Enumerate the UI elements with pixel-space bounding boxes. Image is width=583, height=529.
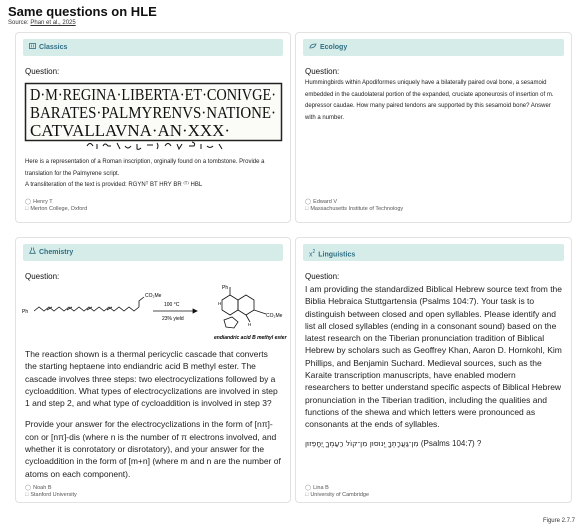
tag-chemistry bbox=[23, 244, 283, 261]
person-icon: ◯ bbox=[25, 485, 32, 491]
author-block bbox=[305, 199, 403, 213]
tag-label: Linguistics bbox=[318, 251, 356, 259]
author-block bbox=[305, 485, 369, 499]
page-title: Same questions on HLE bbox=[8, 4, 157, 19]
condition-temperature: 100 °C bbox=[164, 302, 180, 308]
header bbox=[8, 4, 157, 27]
question-label: Question: bbox=[305, 67, 340, 76]
reagent-left-label: Ph bbox=[22, 309, 29, 315]
person-icon: ◯ bbox=[25, 199, 32, 205]
institution-icon: □ bbox=[25, 492, 29, 498]
palmyrene-script bbox=[87, 142, 222, 149]
card-classics bbox=[15, 32, 291, 223]
tag-label: Chemistry bbox=[39, 249, 74, 256]
figure-label: Figure 2.7.7 bbox=[542, 518, 575, 524]
author-affiliation: Stanford University bbox=[30, 492, 77, 498]
institution-icon: □ bbox=[25, 206, 29, 212]
hebrew-reference: (Psalms 104:7) ? bbox=[420, 439, 482, 448]
inscription-line-3: CATVALLAVNA·AN·XXX· bbox=[30, 121, 230, 140]
question-label: Question: bbox=[25, 272, 60, 281]
product-ester-label: CO₂Me bbox=[266, 313, 283, 319]
source-link[interactable]: Phan et al., 2025 bbox=[30, 20, 76, 26]
condition-yield: 23% yield bbox=[162, 316, 184, 322]
question-label: Question: bbox=[305, 272, 340, 281]
chemistry-text bbox=[25, 348, 281, 480]
author-name: Henry T bbox=[33, 199, 53, 205]
source-label: Source: bbox=[8, 20, 29, 26]
flask-icon bbox=[29, 244, 36, 261]
person-icon: ◯ bbox=[305, 199, 312, 205]
columns-icon bbox=[29, 39, 36, 56]
product-name: endiandric acid B methyl ester bbox=[214, 335, 287, 341]
inscription-line-2: BARATES·PALMYRENVS·NATIONE· bbox=[30, 103, 276, 122]
card-chemistry bbox=[15, 237, 291, 503]
chemistry-text-1: The reaction shown is a thermal pericyclic cascade that converts the starting heptaene into endiandric acid B methyl ester. The cascade involves three steps: two electrocyclizations followed by a cycloaddition. What types of electrocyclizations are involved in step 1 and step 2, and what type of cycloaddition is involved in step 3? bbox=[25, 349, 278, 409]
author-affiliation: Merton College, Oxford bbox=[30, 206, 88, 212]
classics-text-1: Here is a representation of a Roman inscription, orginally found on a tombstone. Provide a translation for the Palmyrene script. bbox=[25, 159, 265, 177]
author-block bbox=[25, 199, 87, 213]
author-affiliation: Massachusetts Institute of Technology bbox=[310, 206, 404, 212]
leaf-icon bbox=[309, 39, 317, 56]
reaction-scheme bbox=[22, 284, 287, 344]
tag-linguistics bbox=[303, 244, 564, 261]
card-ecology bbox=[295, 32, 572, 223]
hebrew-line bbox=[305, 438, 562, 449]
product-ph-label: Ph bbox=[222, 285, 229, 291]
author-name: Lina B bbox=[313, 485, 329, 491]
inscription-image bbox=[25, 83, 282, 153]
person-icon: ◯ bbox=[305, 485, 312, 491]
chemistry-text-2: Provide your answer for the electrocyclizations in the form of [nπ]-con or [nπ]-dis (where n is the number of π electrons involved, and whether it is conrotatory or disrotatory), and your answer for the cycloaddition in the form of [m+n] (where m and n are the number of atoms on each component). bbox=[25, 419, 281, 479]
linguistics-text: I am providing the standardized Biblical Hebrew source text from the Biblia Hebraica Stuttgartensia (Psalms 104:7). Your task is to distinguish between closed and open syllables. Please identify and list all closed syllables (ending in a consonant sound) based on the latest research on the Tiberian pronunciation tradition of Biblical Hebrew by scholars such as Geoffrey Khan, Aaron D. Hornkohl, Kim Phillips, and Benjamin Suchard. Medieval sources, such as the Karaite transcription manuscripts, have enabled modern researchers to better understand specific aspects of Biblical Hebrew pronunciation in the Tiberian tradition, including the qualities and functions of the shewa and which letters were pronounced as consonants at the ends of syllables. bbox=[305, 284, 563, 430]
author-name: Noah B bbox=[33, 485, 52, 491]
tag-label: Ecology bbox=[320, 44, 348, 51]
ecology-text: Hummingbirds within Apodiformes uniquely have a bilaterally paired oval bone, a sesamoid embedded in the caudolateral portion of the expanded, cruciate aponeurosis of insertion of m. depressor caudae. How many paired tendons are supported by this sesamoid bone? Answer with a number. bbox=[305, 80, 554, 121]
author-affiliation: University of Cambridge bbox=[310, 492, 370, 498]
author-block bbox=[25, 485, 77, 499]
classics-text bbox=[25, 157, 281, 192]
classics-text-2: A transliteration of the text is provided: RGYNᵀ BT HRY BR ⁽ᵀ⁾ HBL bbox=[25, 182, 203, 188]
institution-icon: □ bbox=[305, 206, 309, 212]
hebrew-text: מִן־גַּעֲרָתְךָ̣ יְנוּסוּן מִן־קוֹל רַעַמְךָ̣ יֵחָפֵזוּן bbox=[305, 439, 419, 448]
product-h2-label: H bbox=[248, 322, 252, 327]
tag-ecology bbox=[303, 39, 564, 56]
author-name: Edward V bbox=[313, 199, 338, 205]
tag-classics bbox=[23, 39, 283, 56]
card-linguistics bbox=[295, 237, 572, 503]
reagent-right-label: CO₂Me bbox=[145, 293, 162, 299]
question-label: Question: bbox=[25, 67, 60, 76]
inscription-line-1: D·M·REGINA·LIBERTA·ET·CONIVGE· bbox=[30, 85, 276, 104]
superscript-icon: $x^2$ bbox=[309, 249, 316, 259]
source-line bbox=[8, 19, 157, 27]
product-h1-label: H bbox=[218, 301, 222, 306]
institution-icon: □ bbox=[305, 492, 309, 498]
tag-label: Classics bbox=[39, 44, 68, 51]
